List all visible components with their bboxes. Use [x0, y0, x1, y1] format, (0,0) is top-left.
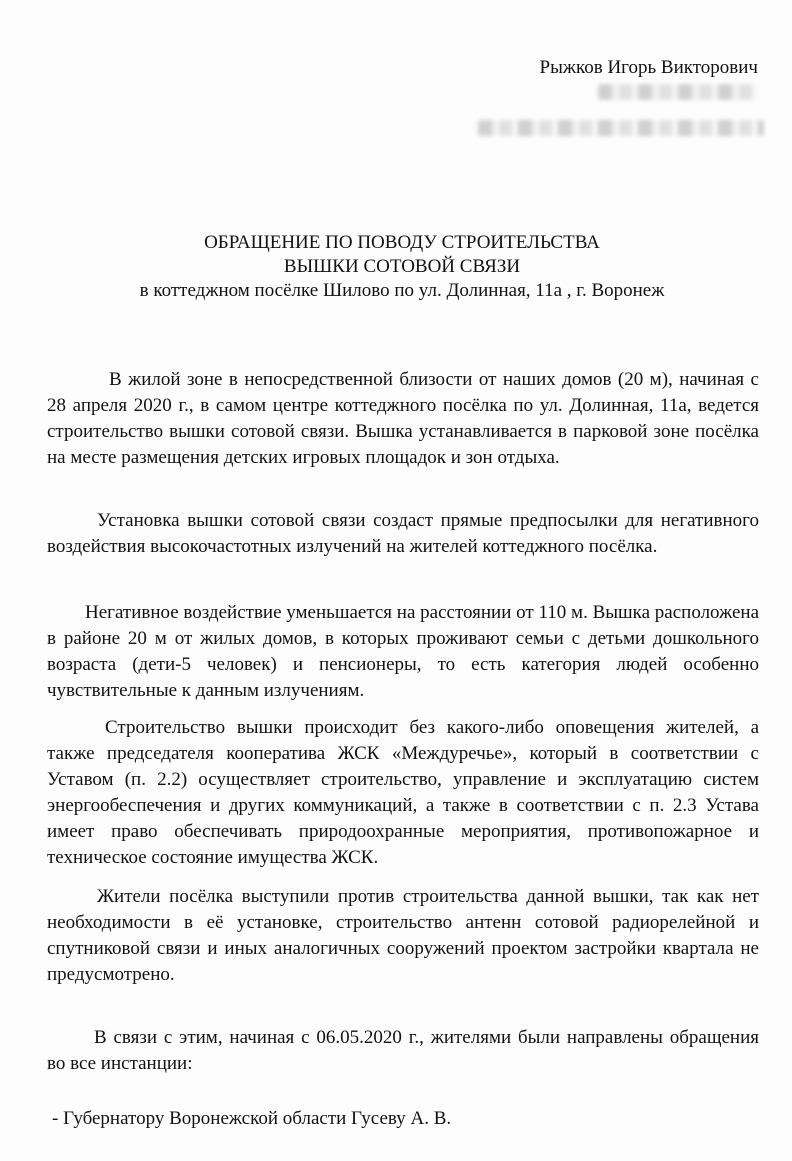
paragraph	[47, 715, 759, 871]
title-subline: в коттеджном посёлке Шилово по ул. Долинная, 11а , г. Воронеж	[139, 280, 665, 301]
paragraph-text: Строительство вышки происходит без какого-либо оповещения жителей, а также председателя кооператива ЖСК «Междуречье», который в соответствии с Уставом (п. 2.2) осуществляет строительство, управление и эксплуатацию систем энергообеспечения и других коммуникаций, а также в соответствии с п. 2.3 Устава имеет право обеспечивать природоохранные мероприятия, противопожарное и техническое состояние имущества ЖСК.	[47, 717, 759, 868]
redacted-contact-line	[478, 120, 764, 136]
paragraph	[47, 1025, 759, 1077]
sender-name: Рыжков Игорь Викторович	[539, 57, 758, 78]
paragraph	[47, 884, 759, 988]
document-title	[0, 231, 792, 303]
paragraph-text: Жители посёлка выступили против строительства данной вышки, так как нет необходимости в её установке, строительство антенн сотовой радиорелейной и спутниковой связи и иных аналогичных сооружений проектом застройки квартала не предусмотрено.	[47, 886, 759, 985]
title-line: ВЫШКИ СОТОВОЙ СВЯЗИ	[283, 256, 521, 277]
paragraph	[47, 367, 759, 471]
title-line: ОБРАЩЕНИЕ ПО ПОВОДУ СТРОИТЕЛЬСТВА	[204, 232, 600, 253]
paragraph	[47, 508, 759, 560]
redacted-contact-line	[598, 84, 758, 100]
paragraph-text: В связи с этим, начиная с 06.05.2020 г., жителями были направлены обращения во все инстанции:	[47, 1027, 759, 1074]
paragraph-text: Негативное воздействие уменьшается на расстоянии от 110 м. Вышка расположена в районе 20 м от жилых домов, в которых проживают семьи с детьми дошкольного возраста (дети-5 человек) и пенсионеры, то есть категория людей особенно чувствительные к данным излучениям.	[47, 602, 759, 701]
paragraph	[47, 600, 759, 704]
list-item: - Губернатору Воронежской области Гусеву А. В.	[52, 1108, 452, 1129]
paragraph-text: В жилой зоне в непосредственной близости от наших домов (20 м), начиная с 28 апреля 2020 г., в самом центре коттеджного посёлка по ул. Долинная, 11а, ведется строительство вышки сотовой связи. Вышка устанавливается в парковой зоне посёлка на месте размещения детских игровых площадок и зон отдыха.	[47, 369, 759, 468]
paragraph-text: Установка вышки сотовой связи создаст прямые предпосылки для негативного воздействия высокочастотных излучений на жителей коттеджного посёлка.	[47, 510, 759, 557]
